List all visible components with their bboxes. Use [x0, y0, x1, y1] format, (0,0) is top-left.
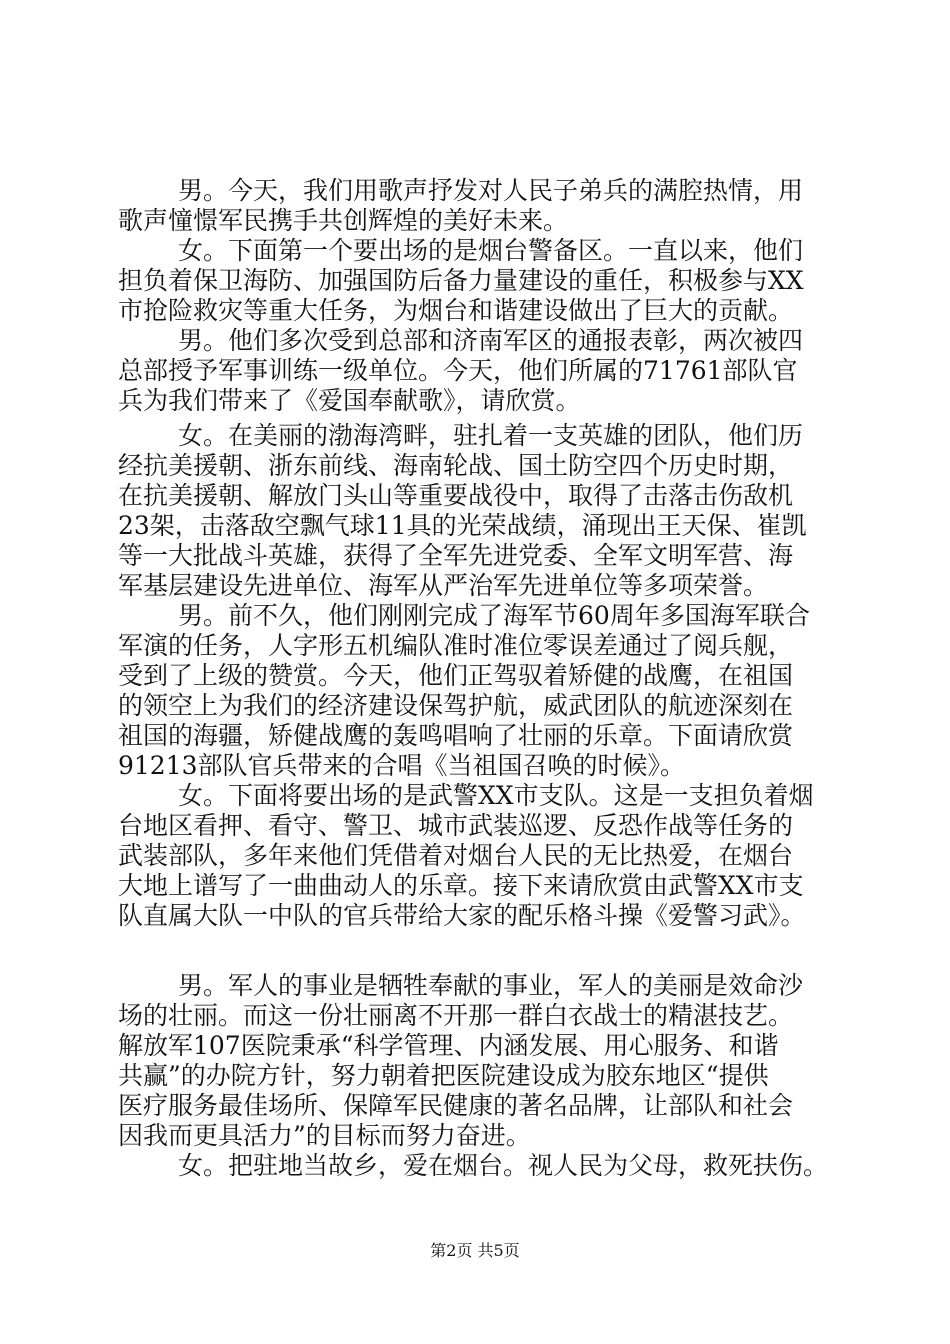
paragraph-line: 在抗美援朝、解放门头山等重要战役中，取得了击落击伤敌机: [118, 481, 794, 510]
paragraph-line: 兵为我们带来了《爱国奉献歌》，请欣赏。: [118, 386, 581, 415]
paragraph-line: 共赢”的办院方针，努力朝着把医院建设成为胶东地区“提供: [118, 1061, 769, 1090]
paragraph-line: 武装部队，多年来他们凭借着对烟台人民的无比热爱，在烟台: [118, 841, 794, 870]
paragraph-line: 解放军107医院秉承“科学管理、内涵发展、用心服务、和谐: [118, 1031, 779, 1060]
paragraph-line: 总部授予军事训练一级单位。今天，他们所属的71761部队官: [118, 356, 798, 385]
paragraph-line: 男。他们多次受到总部和济南军区的通报表彰，两次被四: [178, 326, 804, 355]
paragraph-line: 担负着保卫海防、加强国防后备力量建设的重任，积极参与XX: [118, 266, 804, 295]
paragraph-line: 大地上谱写了一曲曲动人的乐章。接下来请欣赏由武警XX市支: [118, 871, 804, 900]
paragraph-line: 场的壮丽。而这一份壮丽离不开那一群白衣战士的精湛技艺。: [118, 1001, 794, 1030]
paragraph-line: 歌声憧憬军民携手共创辉煌的美好未来。: [118, 206, 569, 235]
paragraph-line: 经抗美援朝、浙东前线、海南轮战、国土防空四个历史时期，: [118, 451, 794, 480]
paragraph-line: 女。下面将要出场的是武警XX市支队。这是一支担负着烟: [178, 781, 814, 810]
paragraph-line: 91213部队官兵带来的合唱《当祖国召唤的时候》。: [118, 751, 686, 780]
paragraph-line: 女。把驻地当故乡，爱在烟台。视人民为父母，救死扶伤。: [178, 1151, 829, 1180]
paragraph-line: 因我而更具活力”的目标而努力奋进。: [118, 1121, 531, 1150]
paragraph-line: 男。军人的事业是牺牲奉献的事业，军人的美丽是效命沙: [178, 971, 804, 1000]
paragraph-line: 军演的任务，人字形五机编队准时准位零误差通过了阅兵舰，: [118, 631, 794, 660]
paragraph-line: 女。下面第一个要出场的是烟台警备区。一直以来，他们: [178, 236, 804, 265]
paragraph-line: 23架，击落敌空飘气球11具的光荣战绩，涌现出王天保、崔凯: [118, 511, 807, 540]
paragraph-line: 女。在美丽的渤海湾畔，驻扎着一支英雄的团队，他们历: [178, 421, 804, 450]
page-number-footer: 第2页 共5页: [430, 1241, 520, 1260]
paragraph-line: 男。今天，我们用歌声抒发对人民子弟兵的满腔热情，用: [178, 176, 804, 205]
paragraph-line: 男。前不久，他们刚刚完成了海军节60周年多国海军联合: [178, 601, 810, 630]
paragraph-line: 祖国的海疆，矫健战鹰的轰鸣唱响了壮丽的乐章。下面请欣赏: [118, 721, 794, 750]
paragraph-line: 队直属大队一中队的官兵带给大家的配乐格斗操《爱警习武》。: [118, 901, 806, 930]
paragraph-line: 军基层建设先进单位、海军从严治军先进单位等多项荣誉。: [118, 571, 769, 600]
paragraph-line: 台地区看押、看守、警卫、城市武装巡逻、反恐作战等任务的: [118, 811, 794, 840]
paragraph-line: 市抢险救灾等重大任务，为烟台和谐建设做出了巨大的贡献。: [118, 296, 794, 325]
paragraph-line: 的领空上为我们的经济建设保驾护航，威武团队的航迹深刻在: [118, 691, 794, 720]
paragraph-line: 医疗服务最佳场所、保障军民健康的著名品牌，让部队和社会: [118, 1091, 794, 1120]
paragraph-line: 受到了上级的赞赏。今天，他们正驾驭着矫健的战鹰，在祖国: [118, 661, 794, 690]
paragraph-line: 等一大批战斗英雄，获得了全军先进党委、全军文明军营、海: [118, 541, 794, 570]
